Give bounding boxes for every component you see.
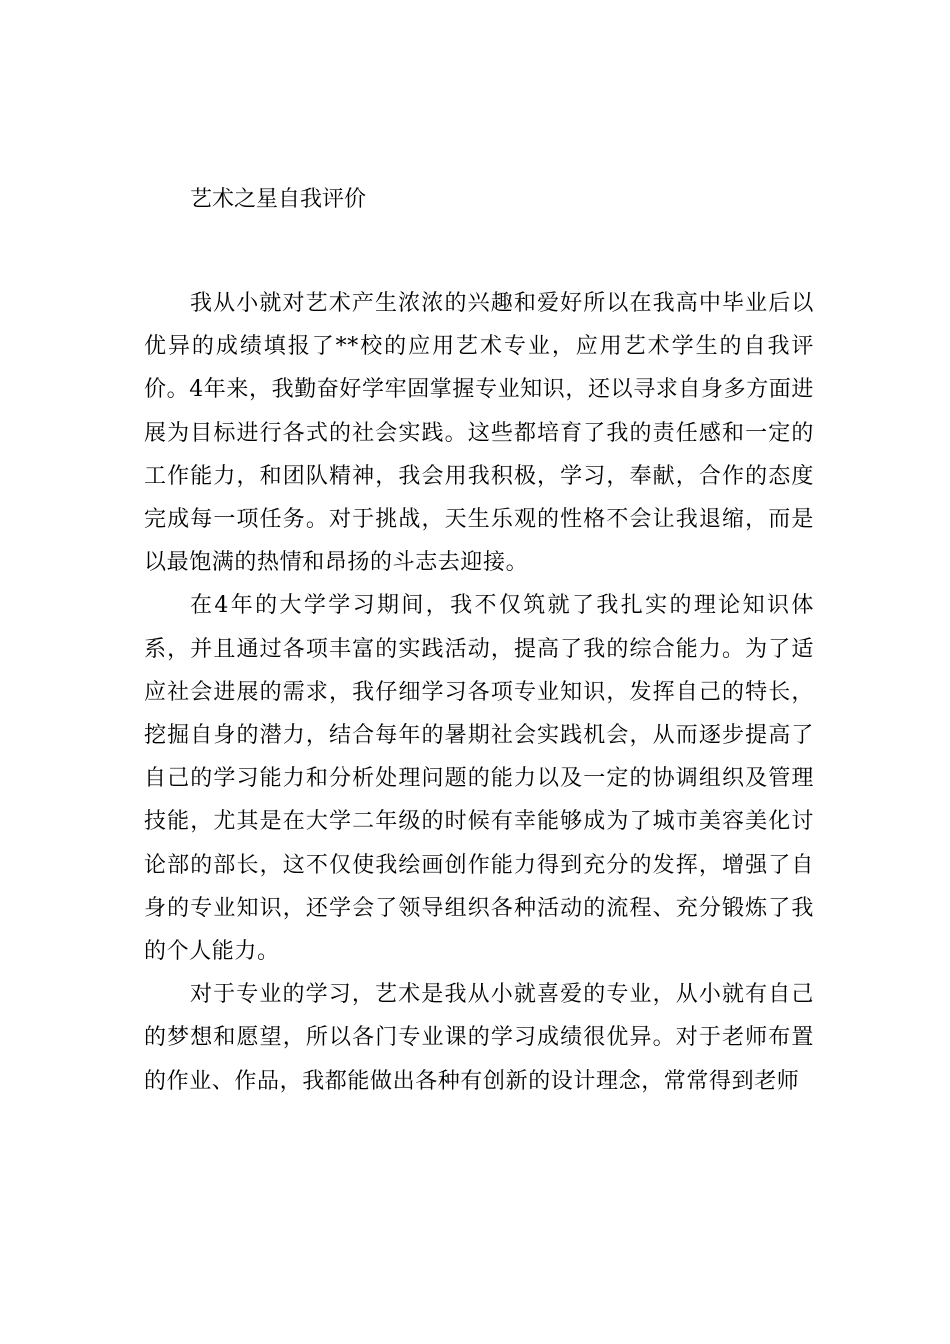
document-title: 艺术之星自我评价 (190, 187, 367, 212)
document-body (144, 282, 814, 1103)
paragraph-1: 我从小就对艺术产生浓浓的兴趣和爱好所以在我高中毕业后以优异的成绩填报了**校的应用艺术专业，应用艺术学生的自我评价。4年来，我勤奋好学牢固掌握专业知识，还以寻求自身多方面进展为目标进行各式的社会实践。这些都培育了我的责任感和一定的工作能力，和团队精神，我会用我积极，学习，奉献，合作的态度完成每一项任务。对于挑战，天生乐观的性格不会让我退缩，而是以最饱满的热情和昂扬的斗志去迎接。 (144, 291, 814, 576)
paragraph-3: 对于专业的学习，艺术是我从小就喜爱的专业，从小就有自己的梦想和愿望，所以各门专业课的学习成绩很优异。对于老师布置的作业、作品，我都能做出各种有创新的设计理念，常常得到老师 (144, 982, 814, 1094)
paragraph-2: 在4年的大学学习期间，我不仅筑就了我扎实的理论知识体系，并且通过各项丰富的实践活动，提高了我的综合能力。为了适应社会进展的需求，我仔细学习各项专业知识，发挥自己的特长，挖掘自身的潜力，结合每年的暑期社会实践机会，从而逐步提高了自己的学习能力和分析处理问题的能力以及一定的协调组织及管理技能，尤其是在大学二年级的时候有幸能够成为了城市美容美化讨论部的部长，这不仅使我绘画创作能力得到充分的发挥，增强了自身的专业知识，还学会了领导组织各种活动的流程、充分锻炼了我的个人能力。 (144, 593, 814, 965)
